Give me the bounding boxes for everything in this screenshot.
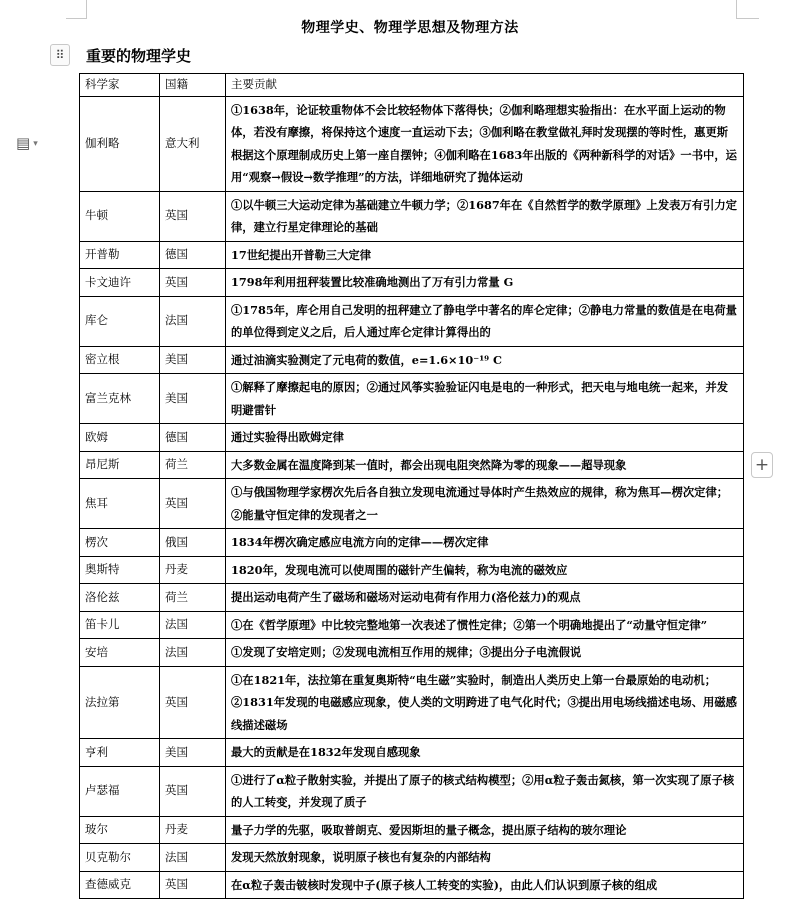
contribution-cell: ①以牛顿三大运动定律为基础建立牛顿力学；②1687年在《自然哲学的数学原理》上发表万有引力定律，建立行星定律理论的基础 bbox=[226, 191, 744, 241]
table-row bbox=[80, 374, 744, 424]
nationality-cell: 英国 bbox=[160, 766, 226, 816]
nationality-cell: 俄国 bbox=[160, 529, 226, 557]
header-contribution: 主要贡献 bbox=[226, 74, 744, 97]
contribution-cell: 1834年楞次确定感应电流方向的定律——楞次定律 bbox=[226, 529, 744, 557]
scientist-cell: 洛伦兹 bbox=[80, 584, 160, 612]
nationality-cell: 德国 bbox=[160, 241, 226, 269]
scientist-cell: 牛顿 bbox=[80, 191, 160, 241]
contribution-cell: 提出运动电荷产生了磁场和磁场对运动电荷有作用力(洛伦兹力)的观点 bbox=[226, 584, 744, 612]
nationality-cell: 英国 bbox=[160, 479, 226, 529]
scientist-cell: 焦耳 bbox=[80, 479, 160, 529]
contribution-cell: 1798年利用扭秤装置比较准确地测出了万有引力常量 G bbox=[226, 269, 744, 297]
contribution-cell: ①在1821年，法拉第在重复奥斯特“电生磁”实验时，制造出人类历史上第一台最原始的电动机；②1831年发现的电磁感应现象，使人类的文明跨进了电气化时代；③提出用电场线描述电场、用磁感线描述磁场 bbox=[226, 666, 744, 739]
contribution-cell: ①发现了安培定则；②发现电流相互作用的规律；③提出分子电流假说 bbox=[226, 639, 744, 667]
table-row bbox=[80, 666, 744, 739]
nationality-cell: 丹麦 bbox=[160, 556, 226, 584]
chevron-down-icon: ▾ bbox=[33, 138, 38, 149]
scientist-cell: 奥斯特 bbox=[80, 556, 160, 584]
nationality-cell: 英国 bbox=[160, 871, 226, 899]
contribution-cell: 17世纪提出开普勒三大定律 bbox=[226, 241, 744, 269]
table-row bbox=[80, 639, 744, 667]
contribution-cell: 大多数金属在温度降到某一值时，都会出现电阻突然降为零的现象——超导现象 bbox=[226, 451, 744, 479]
physics-history-table bbox=[79, 73, 744, 899]
scientist-cell: 法拉第 bbox=[80, 666, 160, 739]
scientist-cell: 贝克勒尔 bbox=[80, 844, 160, 872]
scientist-cell: 卡文迪许 bbox=[80, 269, 160, 297]
contribution-cell: ①1638年，论证较重物体不会比较轻物体下落得快；②伽利略理想实验指出：在水平面上运动的物体，若没有摩擦，将保持这个速度一直运动下去；③伽利略在教堂做礼拜时发现摆的等时性，惠更斯根据这个原理制成历史上第一座自摆钟；④伽利略在1683年出版的《两种新科学的对话》一书中，运用“观察→假设→数学推理”的方法，详细地研究了抛体运动 bbox=[226, 96, 744, 191]
nationality-cell: 荷兰 bbox=[160, 451, 226, 479]
nationality-cell: 德国 bbox=[160, 424, 226, 452]
scientist-cell: 笛卡儿 bbox=[80, 611, 160, 639]
scientist-cell: 卢瑟福 bbox=[80, 766, 160, 816]
table-row bbox=[80, 766, 744, 816]
block-type-icon: ▤ bbox=[16, 134, 31, 152]
scientist-cell: 楞次 bbox=[80, 529, 160, 557]
contribution-cell: ①解释了摩擦起电的原因；②通过风筝实验验证闪电是电的一种形式，把天电与地电统一起来，并发明避雷针 bbox=[226, 374, 744, 424]
section-heading: 重要的物理学史 bbox=[86, 47, 192, 65]
contribution-cell: 发现天然放射现象，说明原子核也有复杂的内部结构 bbox=[226, 844, 744, 872]
nationality-cell: 英国 bbox=[160, 666, 226, 739]
contribution-cell: 量子力学的先驱，吸取普朗克、爱因斯坦的量子概念，提出原子结构的玻尔理论 bbox=[226, 816, 744, 844]
nationality-cell: 美国 bbox=[160, 374, 226, 424]
nationality-cell: 法国 bbox=[160, 639, 226, 667]
scientist-cell: 玻尔 bbox=[80, 816, 160, 844]
table-row bbox=[80, 424, 744, 452]
table-row bbox=[80, 346, 744, 374]
nationality-cell: 法国 bbox=[160, 844, 226, 872]
table-row bbox=[80, 871, 744, 899]
nationality-cell: 法国 bbox=[160, 296, 226, 346]
scientist-cell: 安培 bbox=[80, 639, 160, 667]
contribution-cell: 通过实验得出欧姆定律 bbox=[226, 424, 744, 452]
table-row bbox=[80, 296, 744, 346]
scientist-cell: 开普勒 bbox=[80, 241, 160, 269]
add-block-button[interactable] bbox=[751, 452, 773, 478]
contribution-cell: ①1785年，库仑用自己发明的扭秤建立了静电学中著名的库仑定律；②静电力常量的数值是在电荷量的单位得到定义之后，后人通过库仑定律计算得出的 bbox=[226, 296, 744, 346]
nationality-cell: 荷兰 bbox=[160, 584, 226, 612]
table-row bbox=[80, 529, 744, 557]
document-title: 物理学史、物理学思想及物理方法 bbox=[301, 20, 519, 36]
contribution-cell: 在α粒子轰击铍核时发现中子(原子核人工转变的实验)，由此人们认识到原子核的组成 bbox=[226, 871, 744, 899]
table-row bbox=[80, 96, 744, 191]
nationality-cell: 美国 bbox=[160, 346, 226, 374]
table-row bbox=[80, 191, 744, 241]
contribution-cell: 通过油滴实验测定了元电荷的数值，e=1.6×10⁻¹⁹ C bbox=[226, 346, 744, 374]
block-menu-button[interactable] bbox=[16, 136, 38, 151]
nationality-cell: 丹麦 bbox=[160, 816, 226, 844]
scientist-cell: 库仑 bbox=[80, 296, 160, 346]
contribution-cell: 最大的贡献是在1832年发现自感现象 bbox=[226, 739, 744, 767]
scientist-cell: 昂尼斯 bbox=[80, 451, 160, 479]
table-row bbox=[80, 479, 744, 529]
contribution-cell: ①与俄国物理学家楞次先后各自独立发现电流通过导体时产生热效应的规律，称为焦耳—楞次定律；②能量守恒定律的发现者之一 bbox=[226, 479, 744, 529]
header-scientist: 科学家 bbox=[80, 74, 160, 97]
scientist-cell: 欧姆 bbox=[80, 424, 160, 452]
nationality-cell: 英国 bbox=[160, 269, 226, 297]
scientist-cell: 亨利 bbox=[80, 739, 160, 767]
header-nationality: 国籍 bbox=[160, 74, 226, 97]
table-row bbox=[80, 739, 744, 767]
table-row bbox=[80, 241, 744, 269]
table-row bbox=[80, 611, 744, 639]
nationality-cell: 法国 bbox=[160, 611, 226, 639]
table-row bbox=[80, 584, 744, 612]
nationality-cell: 美国 bbox=[160, 739, 226, 767]
table-header-row bbox=[80, 74, 744, 97]
scientist-cell: 密立根 bbox=[80, 346, 160, 374]
table-row bbox=[80, 844, 744, 872]
scientist-cell: 富兰克林 bbox=[80, 374, 160, 424]
table-row bbox=[80, 269, 744, 297]
contribution-cell: ①进行了α粒子散射实验，并提出了原子的核式结构模型；②用α粒子轰击氮核，第一次实现了原子核的人工转变，并发现了质子 bbox=[226, 766, 744, 816]
table-row bbox=[80, 556, 744, 584]
contribution-cell: 1820年，发现电流可以使周围的磁针产生偏转，称为电流的磁效应 bbox=[226, 556, 744, 584]
scientist-cell: 伽利略 bbox=[80, 96, 160, 191]
grip-dots-icon[interactable]: ⠿ bbox=[50, 44, 70, 66]
page-corner-mark-right bbox=[736, 0, 759, 19]
page-corner-mark-left bbox=[66, 0, 87, 19]
nationality-cell: 英国 bbox=[160, 191, 226, 241]
scientist-cell: 查德威克 bbox=[80, 871, 160, 899]
table-row bbox=[80, 451, 744, 479]
plus-icon: + bbox=[754, 455, 770, 475]
contribution-cell: ①在《哲学原理》中比较完整地第一次表述了惯性定律；②第一个明确地提出了“动量守恒定律” bbox=[226, 611, 744, 639]
nationality-cell: 意大利 bbox=[160, 96, 226, 191]
